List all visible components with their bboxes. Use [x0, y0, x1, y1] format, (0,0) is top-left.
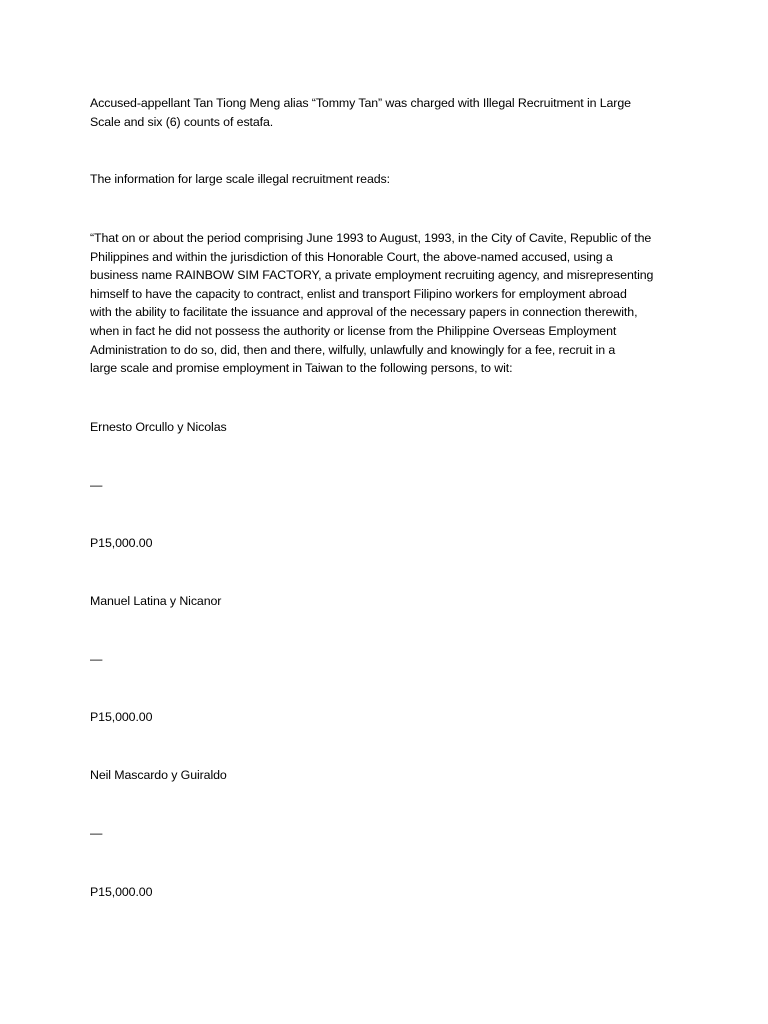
entry-dash: —: [90, 652, 103, 666]
intro-line: Accused-appellant Tan Tiong Meng alias “Tommy Tan” was charged with Illegal Recruitment in Large: [90, 96, 631, 110]
entry-name: Manuel Latina y Nicanor: [90, 594, 222, 608]
quote-line: large scale and promise employment in Taiwan to the following persons, to wit:: [90, 361, 513, 376]
quote-line: when in fact he did not possess the authority or license from the Philippine Overseas Employment: [90, 323, 617, 338]
entry-amount: P15,000.00: [90, 536, 153, 550]
quote-line: “That on or about the period comprising June 1993 to August, 1993, in the City of Cavite, Republic of the: [90, 231, 652, 245]
info-heading: [90, 170, 690, 189]
entry-dash: —: [90, 826, 103, 840]
quote-line: Administration to do so, did, then and there, wilfully, unlawfully and knowingly for a fee, recruit in a: [90, 342, 616, 357]
info-heading-text: The information for large scale illegal recruitment reads:: [90, 172, 390, 186]
intro-line: Scale and six (6) counts of estafa.: [90, 114, 274, 129]
intro-paragraph: [90, 94, 690, 131]
quote-line: Philippines and within the jurisdiction of this Honorable Court, the above-named accused, using a: [90, 249, 613, 264]
entry-name: Neil Mascardo y Guiraldo: [90, 768, 227, 782]
quote-line: with the ability to facilitate the issuance and approval of the necessary papers in connection therewith,: [90, 305, 638, 320]
entry-amount: P15,000.00: [90, 710, 153, 724]
entry-amount: P15,000.00: [90, 885, 153, 899]
quote-paragraph: [90, 229, 690, 378]
quote-line: himself to have the capacity to contract, enlist and transport Filipino workers for employment abroad: [90, 286, 627, 301]
entry-dash: —: [90, 478, 103, 492]
quote-line: business name RAINBOW SIM FACTORY, a private employment recruiting agency, and misrepresenting: [90, 268, 654, 283]
entry-name: Ernesto Orcullo y Nicolas: [90, 420, 227, 434]
